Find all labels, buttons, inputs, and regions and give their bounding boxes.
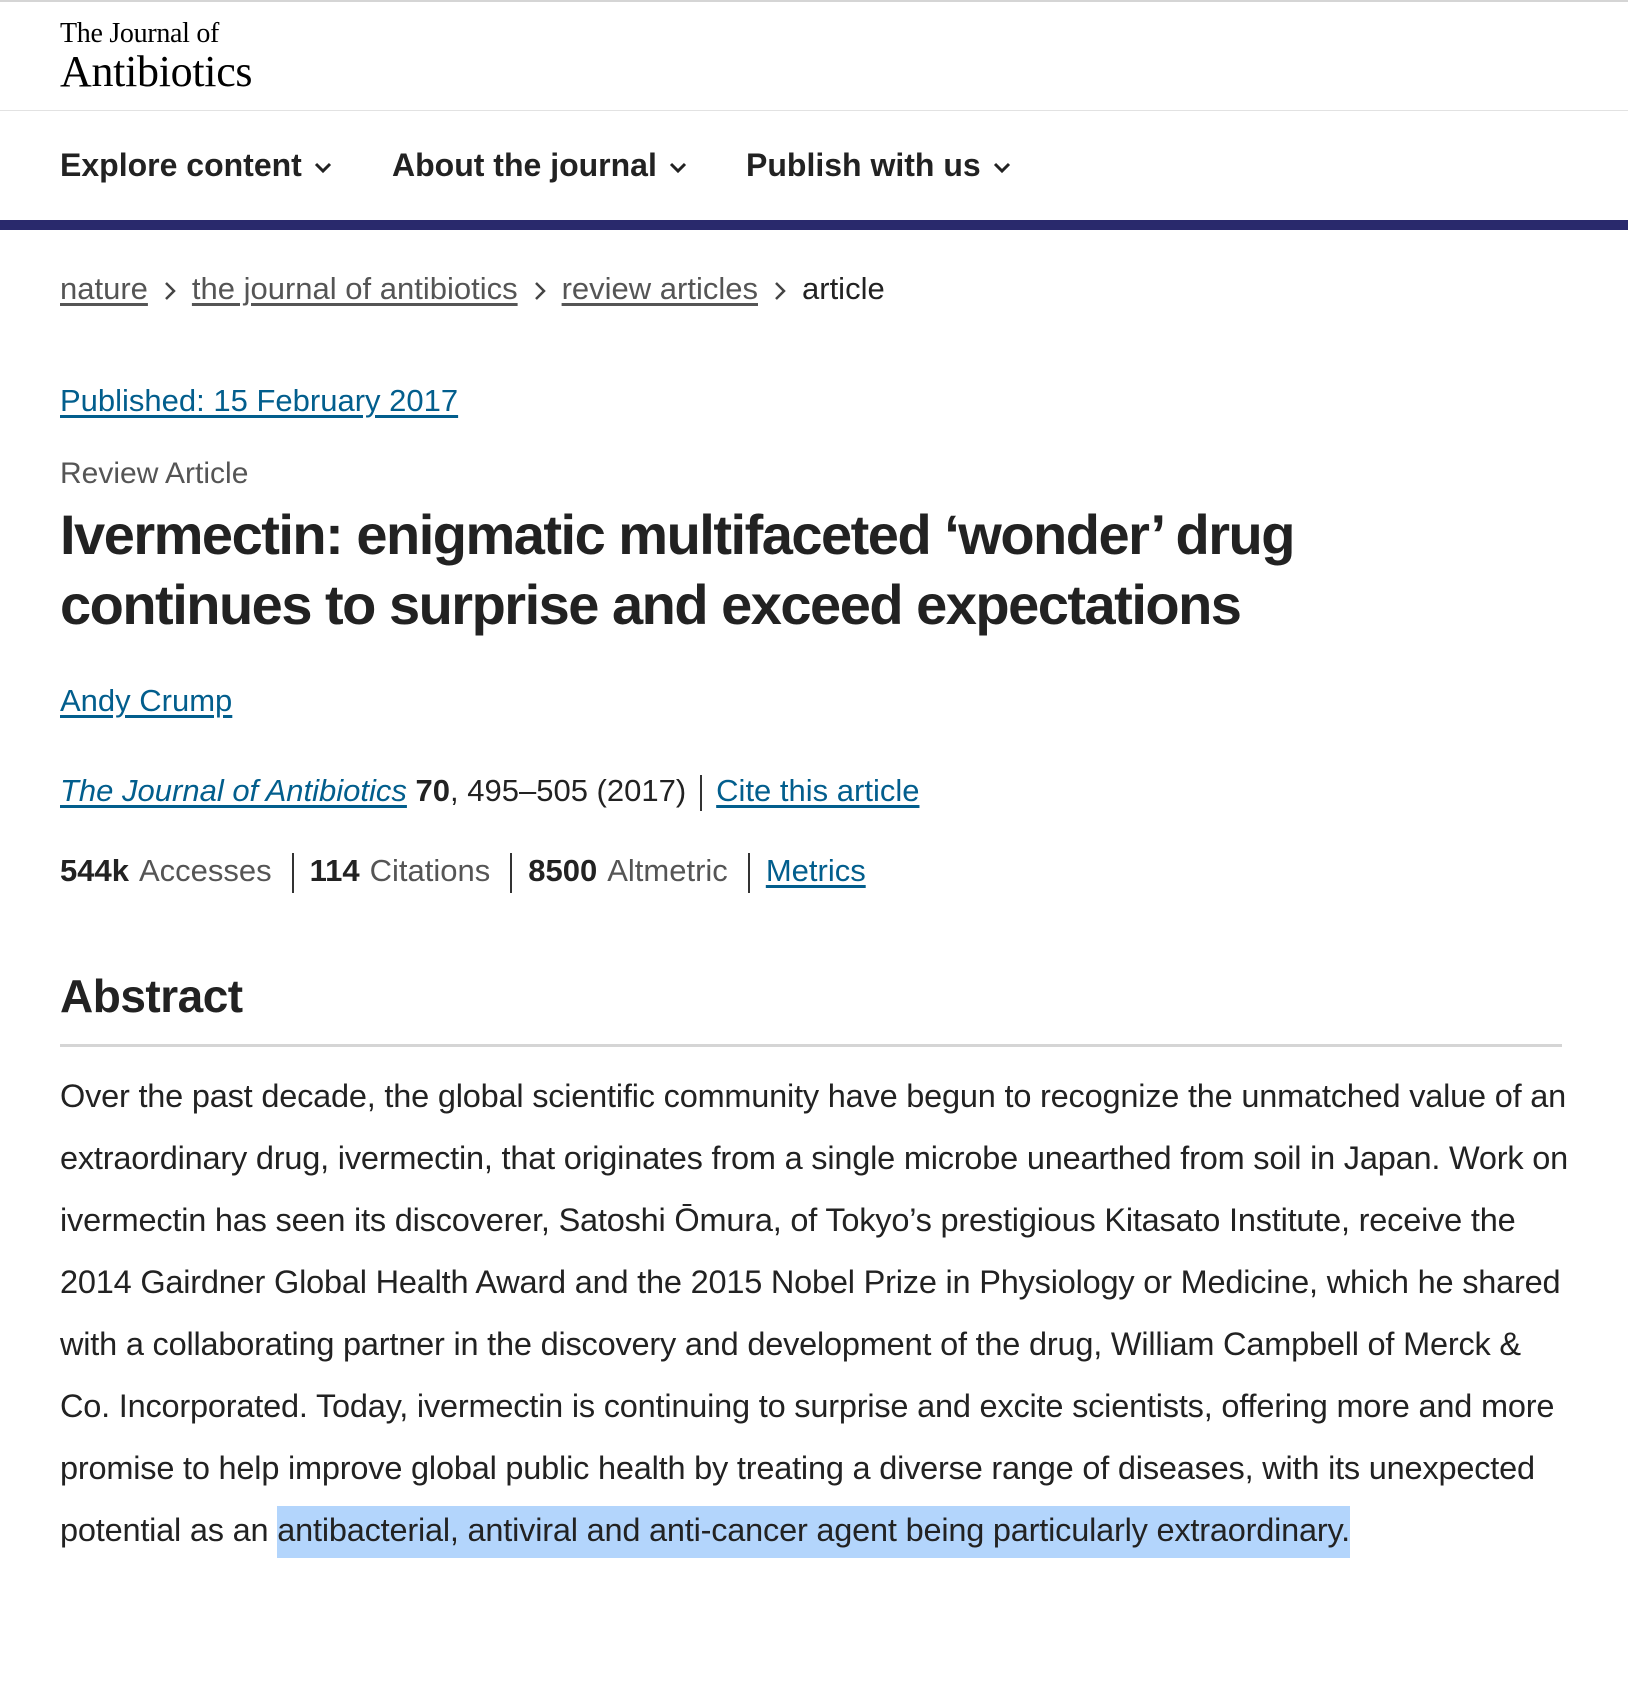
- logo-line-1: The Journal of: [60, 18, 220, 49]
- journal-name-link[interactable]: The Journal of Antibiotics: [60, 773, 407, 808]
- main-nav: [0, 111, 1628, 221]
- breadcrumb-journal[interactable]: the journal of antibiotics: [191, 271, 518, 306]
- nav-underline-bar: [0, 220, 1628, 230]
- logo-line-2: Antibiotics: [60, 47, 253, 96]
- metrics-row: [60, 853, 866, 893]
- chevron-down-icon: [314, 162, 332, 174]
- metrics-link[interactable]: Metrics: [765, 853, 866, 889]
- published-date-link[interactable]: Published: 15 February 2017: [60, 383, 459, 418]
- abstract-text-selected: antibacterial, antiviral and anti-cancer agent being particularly extraordinary.: [277, 1506, 1350, 1558]
- chevron-right-icon: [774, 273, 786, 309]
- accesses-count: 544k: [60, 853, 129, 889]
- pages-year: , 495–505 (2017): [450, 773, 687, 808]
- abstract-text-plain: Over the past decade, the global scientific community have begun to recognize the unmatched value of an extraordinary drug, ivermectin, that originates from a single microbe unearthed from soil in Japan. Work on ivermectin has seen its discoverer, Satoshi Ōmura, of Tokyo’s prestigious Kitasato Institute, receive the 2014 Gairdner Global Health Award and the 2015 Nobel Prize in Physiology or Medicine, which he shared with a collaborating partner in the discovery and development of the drug, William Campbell of Merck & Co. Incorporated. Today, ivermectin is continuing to surprise and excite scientists, offering more and more promise to help improve global public health by treating a diverse range of diseases, with its unexpected potential as an: [60, 1078, 1569, 1548]
- breadcrumb: [60, 271, 885, 309]
- nav-publish-with-us[interactable]: [746, 147, 1011, 184]
- divider: [748, 853, 750, 893]
- volume-number: 70: [415, 773, 451, 808]
- divider: [510, 853, 512, 893]
- citation-row: [60, 773, 919, 811]
- cite-this-article-link[interactable]: Cite this article: [716, 773, 920, 808]
- breadcrumb-nature[interactable]: nature: [60, 271, 148, 306]
- accesses-label: Accesses: [138, 853, 272, 889]
- chevron-down-icon: [993, 162, 1011, 174]
- nav-publish-with-us-label: Publish with us: [746, 147, 981, 183]
- divider: [292, 853, 294, 893]
- nav-about-journal[interactable]: [392, 147, 687, 184]
- author-link[interactable]: Andy Crump: [60, 683, 233, 718]
- divider: [700, 775, 702, 811]
- site-header: [0, 2, 1628, 111]
- altmetric-label: Altmetric: [607, 853, 728, 889]
- breadcrumb-current: article: [802, 271, 885, 306]
- abstract-divider: [60, 1044, 1562, 1047]
- chevron-down-icon: [669, 162, 687, 174]
- article-title: Ivermectin: enigmatic multifaceted ‘wonder’ drug continues to surprise and exceed expectations: [60, 503, 1294, 636]
- journal-logo[interactable]: [60, 20, 252, 94]
- breadcrumb-review-articles[interactable]: review articles: [561, 271, 758, 306]
- article-type: Review Article: [60, 457, 249, 490]
- chevron-right-icon: [164, 273, 176, 309]
- nav-explore-content-label: Explore content: [60, 147, 302, 183]
- abstract-body: [60, 1065, 1570, 1561]
- nav-about-journal-label: About the journal: [392, 147, 657, 183]
- abstract-heading: Abstract: [60, 970, 243, 1022]
- citations-label: Citations: [369, 853, 491, 889]
- nav-explore-content[interactable]: [60, 147, 332, 184]
- citations-count: 114: [309, 853, 360, 889]
- chevron-right-icon: [534, 273, 546, 309]
- altmetric-score: 8500: [528, 853, 598, 889]
